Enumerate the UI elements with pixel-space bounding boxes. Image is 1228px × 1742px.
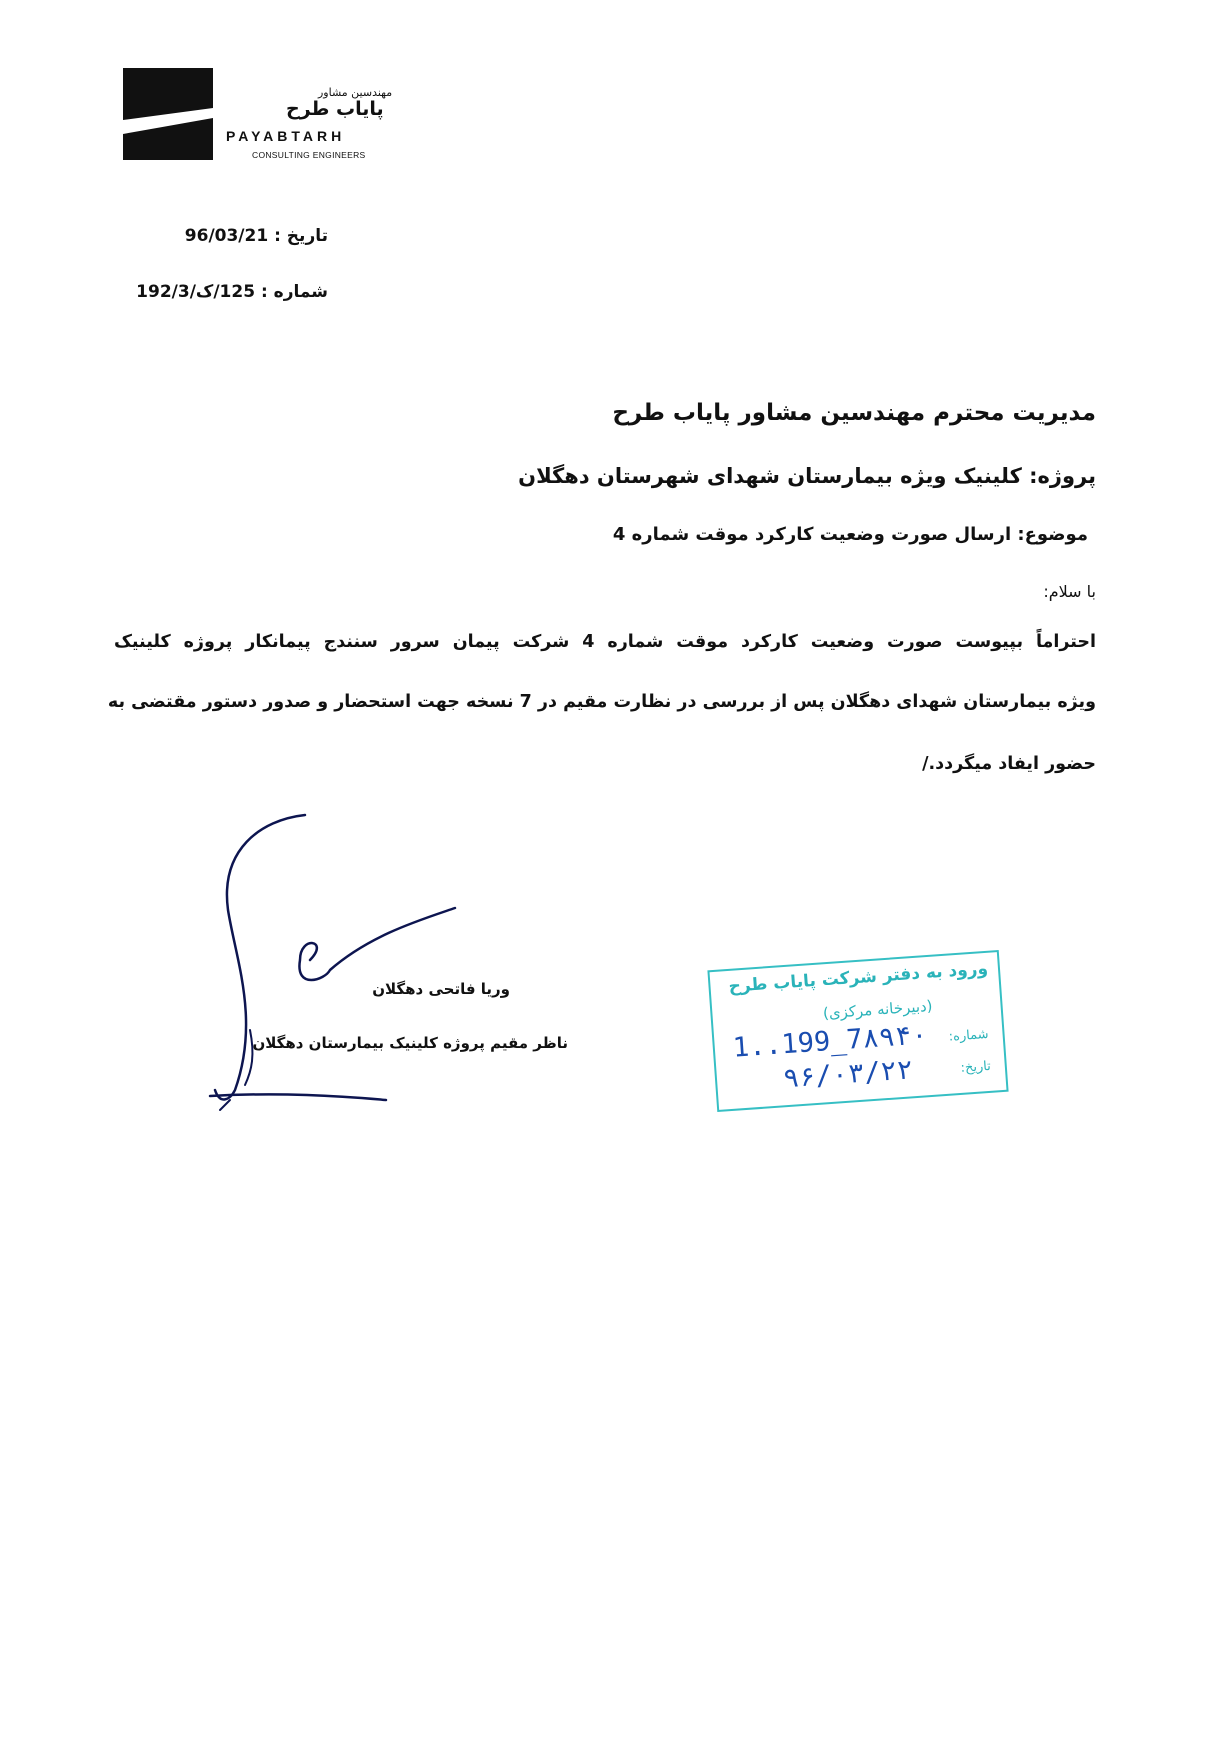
signer-title: ناظر مقیم پروژه کلینیک بیمارستان دهگلان (252, 1034, 568, 1052)
greeting-line: با سلام: (1043, 582, 1096, 601)
signer-name: وریا فاتحی دهگلان (372, 980, 510, 998)
letter-date: تاریخ : 96/03/21 (184, 226, 328, 246)
paragraph-line: ویژه بیمارستان شهدای دهگلان پس از بررسی در نظارت مقیم در 7 نسخه جهت استحضار و صدور دستور مقتضی به (107, 692, 1096, 712)
letter-number: شماره : 125/ک/192/3 (136, 282, 328, 302)
logo-en-subtitle: CONSULTING ENGINEERS (252, 150, 366, 160)
project-line: پروژه: کلینیک ویژه بیمارستان شهدای شهرستان دهگلان (518, 464, 1096, 488)
stamp-date-value: ۹۶/۰۳/۲۲ (782, 1054, 914, 1095)
paragraph-line: احتراماً بپیوست صورت وضعیت کارکرد موقت شماره 4 شرکت پیمان سرور سنندج پیمانکار پروژه کلینیک (114, 632, 1096, 652)
paragraph-line: حضور ایفاد میگردد./ (922, 754, 1096, 774)
handwritten-signature-icon (200, 800, 460, 1124)
recipient-line: مدیریت محترم مهندسین مشاور پایاب طرح (612, 400, 1096, 426)
stamp-subtitle: (دبیرخانه مرکزی) (822, 996, 934, 1023)
stamp-date-label: تاریخ: (960, 1058, 992, 1076)
logo-fa-name: پایاب طرح (286, 98, 384, 120)
stamp-number-value: 1..199_7۸۹۴۰ (731, 1019, 929, 1064)
subject-line: موضوع: ارسال صورت وضعیت کارکرد موقت شماره 4 (612, 524, 1088, 545)
logo-mark-icon (123, 68, 213, 160)
logo-en-name: PAYABTARH (226, 128, 346, 144)
stamp-title: ورود به دفتر شرکت پایاب طرح (727, 958, 989, 997)
stamp-number-label: شماره: (948, 1026, 990, 1045)
logo-fa-small: مهندسین مشاور (318, 86, 393, 99)
receipt-stamp (707, 950, 1008, 1112)
